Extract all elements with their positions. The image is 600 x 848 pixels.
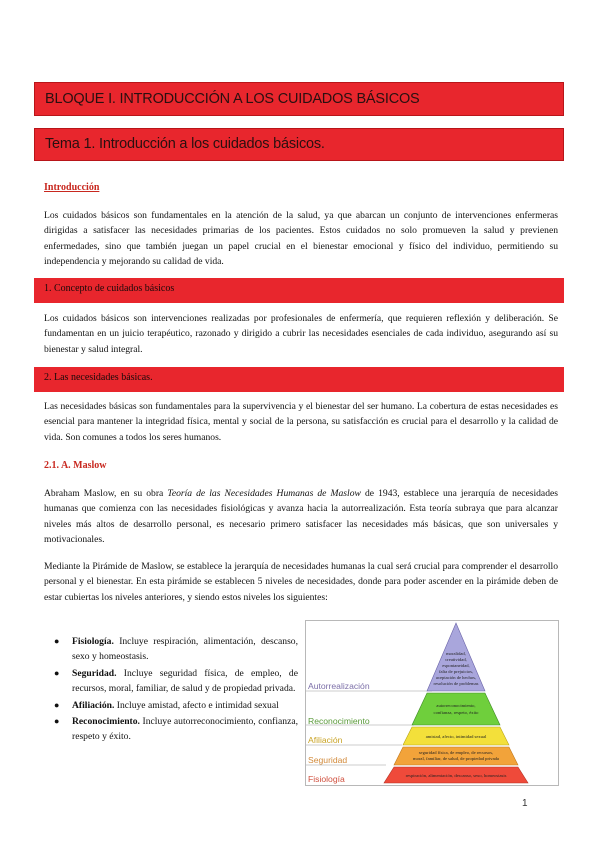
need-description: Incluye respiración, alimentación, descanso, sexo y homeostasis.: [72, 636, 298, 663]
maslow-p1-before: Abraham Maslow, en su obra: [44, 488, 168, 499]
tier-text: resolución de problemas: [433, 681, 479, 686]
section1-paragraph: Los cuidados básicos son intervenciones realizadas por profesionales de enfermería, que requieren reflexión y deliberación. Se fundamentan en un juicio terapéutico, razonado y dirigido a cubrir las necesidades esenciales de cada individuo, asegurando así su bienestar y salud integral.: [44, 313, 558, 355]
tier-text: moral, familiar, de salud, de propiedad privada: [413, 756, 499, 761]
tier-text: amistad, afecto, intimidad sexual: [425, 734, 487, 739]
section2-title: 2. Las necesidades básicas.: [44, 372, 153, 383]
need-description: Incluye amistad, afecto e intimidad sexual: [114, 699, 279, 711]
tier-text: autorreconocimiento,: [436, 703, 476, 708]
maslow-pyramid-figure: [305, 620, 559, 786]
tier-text: aceptación de hechos,: [435, 675, 477, 680]
level-label-recognition: Reconocimiento: [308, 716, 370, 726]
intro-paragraph: Los cuidados básicos son fundamentales en la atención de la salud, ya que abarcan un conjunto de intervenciones enfermeras dirigidas a satisfacer las necesidades primarias de los pacientes. Estos cuidados no solo promueven la salud y previenen enfermedades, sino que también juegan un papel crucial en el bienestar emocional y físico del individuo, permitiendo su independencia y mejorando su calidad de vida.: [44, 210, 558, 268]
list-item: [44, 714, 298, 745]
level-label-safety: Seguridad: [308, 755, 348, 765]
level-label-self-actualization: Autorrealización: [308, 681, 370, 691]
maslow-paragraph-1: [44, 486, 558, 548]
maslow-p1-after: de 1943, establece una jerarquía de necesidades humanas que comienza con las necesidades fisiológicas y avanza hacia la autorrealización. Esta teoría subraya que para alcanzar niveles más altos de desarrollo personal, es necesario primero satisfacer las necesidades más básicas, que son universales y motivacionales.: [44, 488, 558, 546]
maslow-paragraph-2: Mediante la Pirámide de Maslow, se establece la jerarquía de necesidades humanas la cual será crucial para comprender el desarrollo personal y el bienestar. En esta pirámide se establecen 5 niveles de necesidades, donde para poder ascender en la pirámide deben de estar cubiertas los niveles anteriores, y siendo estos niveles los siguientes:: [44, 561, 558, 603]
maslow-heading: 2.1. A. Maslow: [44, 460, 107, 471]
need-description: Incluye seguridad física, de empleo, de recursos, moral, familiar, de salud y de propiedad privada.: [72, 667, 298, 695]
maslow-work-title: Teoría de las Necesidades Humanas de Maslow: [167, 488, 361, 499]
section2-title-bar: [34, 367, 564, 392]
level-label-physiology: Fisiología: [308, 774, 345, 784]
tier-text: espontaneidad,: [442, 663, 470, 668]
tier-text: creatividad,: [445, 657, 467, 662]
need-term: Fisiología.: [72, 636, 114, 647]
list-item: [44, 698, 298, 713]
intro-heading: Introducción: [44, 182, 100, 193]
bullet-icon: ●: [54, 716, 60, 727]
needs-list: [44, 634, 298, 746]
page-number: 1: [522, 798, 528, 809]
list-item: [44, 634, 298, 665]
tier-text: confianza, respeto, éxito: [433, 710, 479, 715]
level-label-affiliation: Afiliación: [308, 735, 343, 745]
tier-recognition: [412, 693, 500, 725]
tier-text: falta de prejuicios,: [438, 669, 474, 674]
topic-title-banner: [34, 128, 564, 161]
bullet-icon: ●: [54, 667, 60, 678]
maslow-pyramid-svg: [306, 621, 558, 785]
bullet-icon: ●: [54, 699, 60, 710]
block-title-banner: [34, 82, 564, 116]
need-description: Incluye autorreconocimiento, confianza, respeto y éxito.: [72, 716, 298, 743]
tier-text: seguridad física, de empleo, de recursos,: [418, 750, 494, 755]
tier-text: respiración, alimentación, descanso, sexo, homeostasis: [405, 773, 507, 778]
tier-text: moralidad,: [446, 651, 466, 656]
topic-title: Tema 1. Introducción a los cuidados básicos.: [45, 136, 325, 152]
bullet-icon: ●: [54, 636, 60, 646]
section1-title-bar: [34, 278, 564, 303]
list-item: [44, 666, 298, 697]
section1-title: 1. Concepto de cuidados básicos: [44, 283, 175, 294]
block-title: BLOQUE I. INTRODUCCIÓN A LOS CUIDADOS BÁSICOS: [45, 91, 420, 107]
need-term: Reconocimiento.: [72, 716, 140, 728]
need-term: Afiliación.: [72, 699, 115, 711]
section2-paragraph: Las necesidades básicas son fundamentales para la supervivencia y el bienestar del ser humano. La cobertura de estas necesidades es esencial para mantener la integridad física, mental y social de la persona, su satisfacción es crucial para el desarrollo y la calidad de vida. Son comunes a todos los seres humanos.: [44, 401, 558, 443]
need-term: Seguridad.: [72, 667, 117, 679]
